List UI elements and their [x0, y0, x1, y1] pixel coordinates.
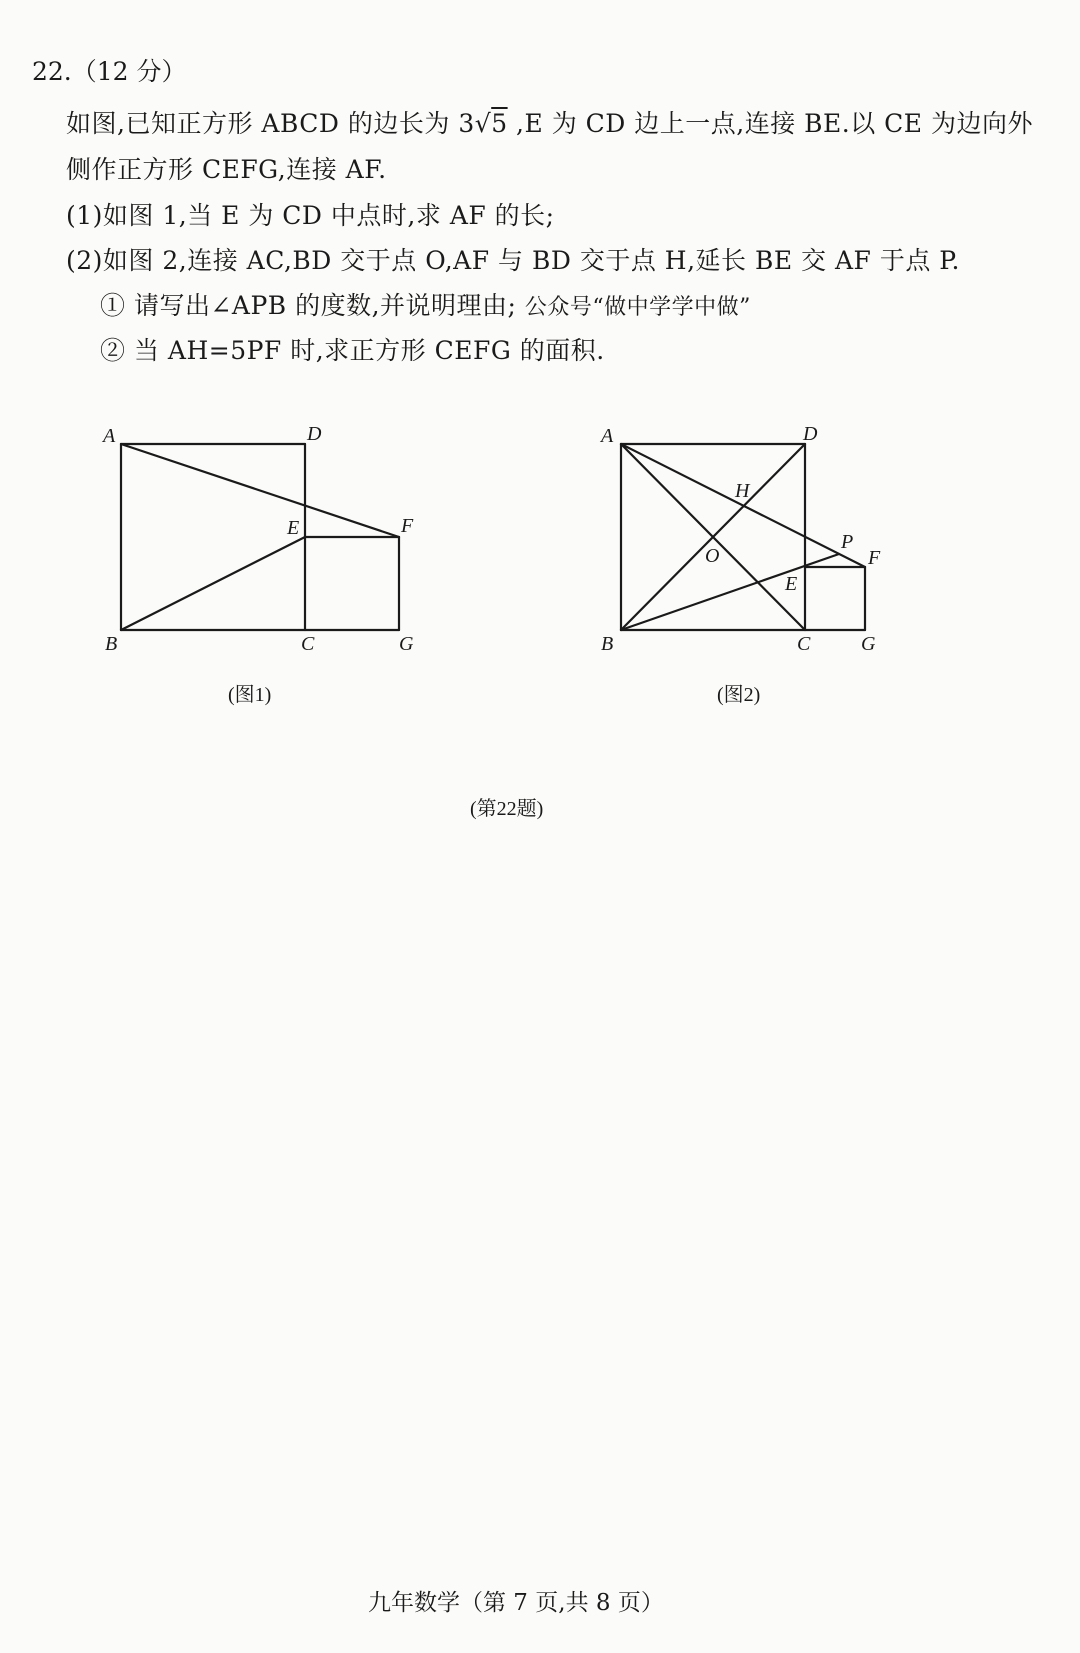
label-f: F [401, 515, 414, 537]
label-h: H [735, 480, 750, 502]
problem-line-2: 侧作正方形 CEFG,连接 AF. [66, 155, 387, 184]
line1-pre: 如图,已知正方形 ABCD 的边长为 3 [66, 109, 475, 138]
line1-post: ,E 为 CD 边上一点,连接 BE.以 CE 为边向外 [507, 109, 1033, 138]
label-d: D [307, 423, 322, 445]
label-a: A [103, 425, 116, 447]
sqrt-radicand: 5 [491, 109, 508, 138]
label-a: A [601, 425, 614, 447]
figure-1-svg [95, 410, 435, 660]
page-footer: 九年数学（第 7 页,共 8 页） [368, 1590, 664, 1616]
label-d: D [803, 423, 818, 445]
segment-af [121, 444, 399, 537]
segment-af [621, 444, 865, 567]
label-b: B [105, 633, 118, 655]
label-c: C [301, 633, 315, 655]
label-c: C [797, 633, 811, 655]
segment-be [121, 537, 305, 630]
segment-bp [621, 554, 839, 630]
label-p: P [841, 531, 854, 553]
sub-question-2: ② 当 AH=5PF 时,求正方形 CEFG 的面积. [100, 336, 605, 365]
question-number: 22.（12 分） [32, 57, 187, 86]
label-b: B [601, 633, 614, 655]
sub1-text: ① 请写出∠APB 的度数,并说明理由; [100, 291, 517, 320]
figure-1-caption: (图1) [228, 684, 272, 706]
label-o: O [705, 545, 720, 567]
sqrt-symbol: √ [474, 109, 492, 138]
figure-2-svg [595, 410, 895, 660]
part-1: (1)如图 1,当 E 为 CD 中点时,求 AF 的长; [66, 201, 555, 230]
figure-1 [95, 410, 435, 660]
label-f: F [868, 547, 881, 569]
problem-line-1 [66, 104, 1033, 140]
label-g: G [399, 633, 414, 655]
sub-question-1 [100, 286, 751, 322]
question-label: (第22题) [470, 798, 544, 820]
part-2: (2)如图 2,连接 AC,BD 交于点 O,AF 与 BD 交于点 H,延长 BE 交 AF 于点 P. [66, 246, 960, 275]
label-e: E [287, 517, 300, 539]
figure-2-caption: (图2) [717, 684, 761, 706]
label-e: E [785, 573, 798, 595]
figure-2 [595, 410, 895, 660]
sub1-note: 公众号“做中学学中做” [524, 295, 751, 320]
label-g: G [861, 633, 876, 655]
